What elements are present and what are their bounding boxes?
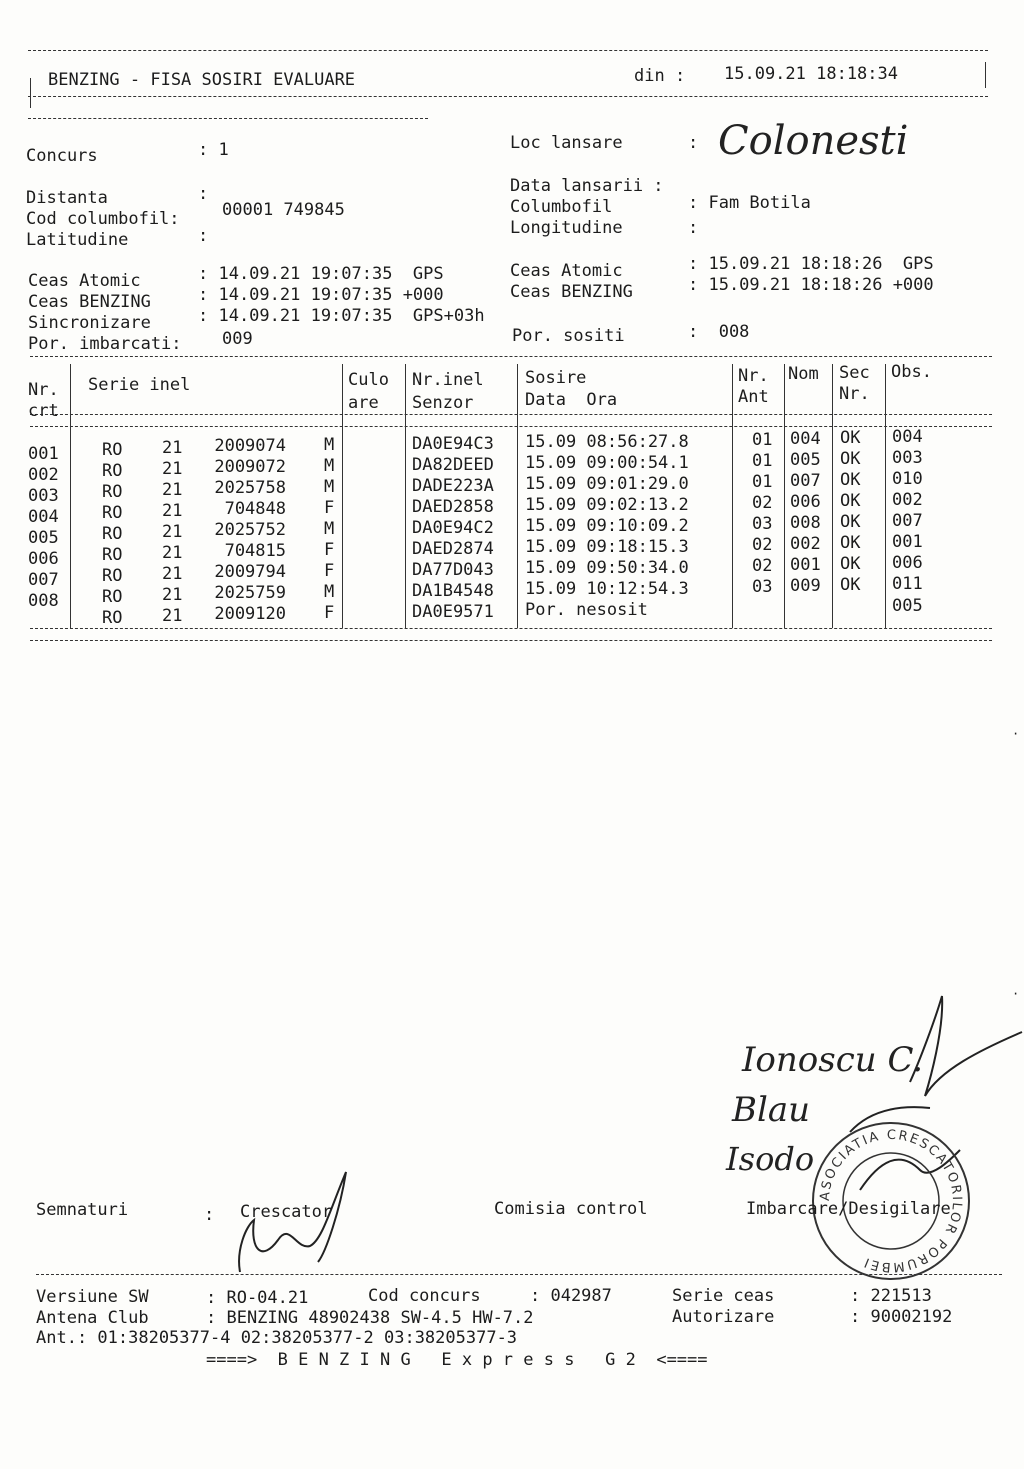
header-data-ora: Data Ora xyxy=(525,390,618,410)
row-8-senzor: DA1B4548 xyxy=(412,581,494,601)
handwritten-name-2: Blau xyxy=(732,1090,811,1130)
row-6-ant: 02 xyxy=(752,535,773,555)
row-5-senzor: DA0E94C2 xyxy=(412,518,494,538)
row-1-nr: 2009074 xyxy=(214,436,286,456)
report-date: 15.09.21 18:18:34 xyxy=(724,64,898,84)
row-5-crt: 005 xyxy=(28,528,59,548)
crescator-signature-mark xyxy=(239,1172,346,1272)
row-1-sosire: 15.09 08:56:27.8 xyxy=(525,432,689,452)
row-9-senzor: DA0E9571 xyxy=(412,602,494,622)
row-3-obs: 010 xyxy=(892,469,923,489)
row-5-an: 21 xyxy=(162,522,183,542)
handwritten-name-3: Isodo xyxy=(726,1140,815,1178)
header-sec-nr: Nr. xyxy=(839,384,870,404)
footer-rule xyxy=(36,1274,1002,1275)
row-1-tara: RO xyxy=(102,440,123,460)
row-1-sec: OK xyxy=(840,428,861,448)
row-7-sec: OK xyxy=(840,554,861,574)
row-5-tara: RO xyxy=(102,524,123,544)
header-sosire: Sosire xyxy=(525,368,587,388)
row-4-crt: 004 xyxy=(28,507,59,527)
row-2-sec: OK xyxy=(840,449,861,469)
signatures-colon: : xyxy=(204,1205,215,1225)
row-6-sec: OK xyxy=(840,533,861,553)
row-7-an: 21 xyxy=(162,564,183,584)
row-6-obs: 001 xyxy=(892,532,923,552)
autorizare-label: Autorizare xyxy=(672,1307,775,1327)
concurs-label: Concurs xyxy=(26,146,98,166)
imbarcati-value: 009 xyxy=(222,329,253,349)
cod-columbofil-label: Cod columbofil: xyxy=(26,209,180,229)
row-7-obs: 006 xyxy=(892,553,923,573)
longitudine-label: Longitudine xyxy=(510,218,623,238)
row-1-crt: 001 xyxy=(28,444,59,464)
concurs-value: : 1 xyxy=(198,140,229,160)
row-3-sosire: 15.09 09:01:29.0 xyxy=(525,474,689,494)
row-1-sex: M xyxy=(324,435,335,455)
row-2-sex: M xyxy=(324,456,335,476)
col-divider-nom xyxy=(832,364,833,628)
header-rule-top xyxy=(28,50,988,51)
row-9-sex: F xyxy=(324,603,335,623)
row-7-sosire: 15.09 09:50:34.0 xyxy=(525,558,689,578)
row-9-nr: 2009120 xyxy=(214,604,286,624)
row-4-an: 21 xyxy=(162,501,183,521)
row-4-obs: 002 xyxy=(892,490,923,510)
imbarcati-label: Por. imbarcati: xyxy=(28,334,182,354)
table-rule-bottom xyxy=(30,640,992,641)
row-6-crt: 006 xyxy=(28,549,59,569)
columbofil-label: Columbofil xyxy=(510,197,613,217)
row-2-senzor: DA82DEED xyxy=(412,455,494,475)
row-8-nom: 009 xyxy=(790,576,821,596)
header-nr-ant: Nr. xyxy=(738,366,769,386)
row-2-nom: 005 xyxy=(790,450,821,470)
table-rule-header xyxy=(30,414,992,415)
row-4-nom: 006 xyxy=(790,492,821,512)
row-3-ant: 01 xyxy=(752,472,773,492)
document-title: BENZING - FISA SOSIRI EVALUARE xyxy=(48,70,356,90)
start-benzing-value: : 14.09.21 19:07:35 +000 xyxy=(198,285,444,305)
row-7-senzor: DA77D043 xyxy=(412,560,494,580)
header-sec: Sec xyxy=(839,363,870,383)
header-rule-bottom xyxy=(28,118,428,119)
header-are: are xyxy=(348,393,379,413)
antena-value: : BENZING 48902438 SW-4.5 HW-7.2 xyxy=(206,1308,534,1328)
row-4-ant: 02 xyxy=(752,493,773,513)
row-8-ant: 03 xyxy=(752,577,773,597)
row-8-sex: M xyxy=(324,582,335,602)
margin-mark-2: · xyxy=(1012,987,1020,1001)
row-4-sex: F xyxy=(324,498,335,518)
header-culo: Culo xyxy=(348,370,389,390)
row-9-obs: 005 xyxy=(892,596,923,616)
header-nr-inel: Nr.inel xyxy=(412,370,484,390)
row-3-tara: RO xyxy=(102,482,123,502)
header-nr: Nr. xyxy=(28,380,59,400)
row-3-sec: OK xyxy=(840,470,861,490)
row-7-tara: RO xyxy=(102,566,123,586)
header-crt: crt xyxy=(28,401,59,421)
row-1-obs: 004 xyxy=(892,427,923,447)
header-obs: Obs. xyxy=(891,362,932,382)
row-3-an: 21 xyxy=(162,480,183,500)
row-4-tara: RO xyxy=(102,503,123,523)
row-5-obs: 007 xyxy=(892,511,923,531)
sync-value: : 14.09.21 19:07:35 GPS+03h xyxy=(198,306,485,326)
row-8-sosire: 15.09 10:12:54.3 xyxy=(525,579,689,599)
antena-label: Antena Club xyxy=(36,1308,149,1328)
loc-lansare-value: Colonesti xyxy=(718,118,909,164)
header-right-border xyxy=(985,62,986,88)
antennas-line: Ant.: 01:38205377-4 02:38205377-2 03:38205377-3 xyxy=(36,1328,518,1348)
row-6-tara: RO xyxy=(102,545,123,565)
row-2-an: 21 xyxy=(162,459,183,479)
col-divider-sosire xyxy=(732,364,733,628)
header-left-border xyxy=(30,78,31,108)
sync-label: Sincronizare xyxy=(28,313,151,333)
row-2-crt: 002 xyxy=(28,465,59,485)
cod-concurs-value: : 042987 xyxy=(530,1286,612,1306)
table-rule-top xyxy=(30,356,992,357)
row-5-nom: 008 xyxy=(790,513,821,533)
row-8-sec: OK xyxy=(840,575,861,595)
sositi-value: : 008 xyxy=(688,322,750,342)
row-5-sex: M xyxy=(324,519,335,539)
row-5-sosire: 15.09 09:10:09.2 xyxy=(525,516,689,536)
start-atomic-value: : 14.09.21 19:07:35 GPS xyxy=(198,264,444,284)
end-atomic-label: Ceas Atomic xyxy=(510,261,623,281)
signature-1-mark xyxy=(910,996,1022,1096)
col-divider-crt xyxy=(70,364,71,628)
row-6-senzor: DAED2874 xyxy=(412,539,494,559)
row-1-an: 21 xyxy=(162,438,183,458)
header-senzor: Senzor xyxy=(412,393,474,413)
header-rule-middle xyxy=(28,96,988,97)
row-3-crt: 003 xyxy=(28,486,59,506)
row-1-senzor: DA0E94C3 xyxy=(412,434,494,454)
row-4-sosire: 15.09 09:02:13.2 xyxy=(525,495,689,515)
row-3-nom: 007 xyxy=(790,471,821,491)
serie-ceas-value: : 221513 xyxy=(850,1286,932,1306)
end-atomic-value: : 15.09.21 18:18:26 GPS xyxy=(688,254,934,274)
row-5-ant: 03 xyxy=(752,514,773,534)
row-7-nr: 2009794 xyxy=(214,562,286,582)
row-4-sec: OK xyxy=(840,491,861,511)
start-atomic-label: Ceas Atomic xyxy=(28,271,141,291)
margin-mark-1: · xyxy=(1012,727,1020,741)
cod-columbofil-value: 00001 749845 xyxy=(222,200,345,220)
row-6-nr: 704815 xyxy=(224,541,286,561)
autorizare-value: : 90002192 xyxy=(850,1307,953,1327)
brand-line: ====> B E N Z I N G E x p r e s s G 2 <==== xyxy=(206,1350,708,1370)
longitudine-colon: : xyxy=(688,218,699,238)
handwritten-name-1: Ionoscu C. xyxy=(742,1040,924,1080)
loc-lansare-label: Loc lansare xyxy=(510,133,623,153)
end-benzing-value: : 15.09.21 18:18:26 +000 xyxy=(688,275,934,295)
col-divider-serie xyxy=(342,364,343,628)
header-ant: Ant xyxy=(738,387,769,407)
row-8-crt: 008 xyxy=(28,591,59,611)
row-6-an: 21 xyxy=(162,543,183,563)
row-4-nr: 704848 xyxy=(224,499,286,519)
distanta-label: Distanta xyxy=(26,188,108,208)
serie-ceas-label: Serie ceas xyxy=(672,1286,775,1306)
start-benzing-label: Ceas BENZING xyxy=(28,292,151,312)
row-2-nr: 2009072 xyxy=(214,457,286,477)
versiune-label: Versiune SW xyxy=(36,1287,149,1307)
col-divider-senzor xyxy=(517,364,518,628)
data-lansarii-label: Data lansarii : xyxy=(510,176,664,196)
versiune-value: : RO-04.21 xyxy=(206,1288,309,1308)
row-2-ant: 01 xyxy=(752,451,773,471)
row-1-nom: 004 xyxy=(790,429,821,449)
latitudine-label: Latitudine xyxy=(26,230,129,250)
row-5-nr: 2025752 xyxy=(214,520,286,540)
row-5-sec: OK xyxy=(840,512,861,532)
end-benzing-label: Ceas BENZING xyxy=(510,282,633,302)
row-2-obs: 003 xyxy=(892,448,923,468)
row-9-sosire: Por. nesosit xyxy=(525,600,648,620)
comisia-control-label: Comisia control xyxy=(494,1199,648,1219)
stamp-text: ASOCIATIA CRESCATORILOR PORUMBEI xyxy=(817,1127,965,1275)
row-2-sosire: 15.09 09:00:54.1 xyxy=(525,453,689,473)
row-3-nr: 2025758 xyxy=(214,478,286,498)
row-7-crt: 007 xyxy=(28,570,59,590)
row-6-sosire: 15.09 09:18:15.3 xyxy=(525,537,689,557)
table-rule-inner xyxy=(30,426,992,427)
crescator-label: Crescator xyxy=(240,1202,333,1222)
row-7-sex: F xyxy=(324,561,335,581)
row-2-tara: RO xyxy=(102,461,123,481)
row-6-nom: 002 xyxy=(790,534,821,554)
loc-lansare-colon: : xyxy=(688,133,699,153)
row-9-an: 21 xyxy=(162,606,183,626)
row-8-tara: RO xyxy=(102,587,123,607)
header-serie-inel: Serie inel xyxy=(88,375,191,395)
row-8-obs: 011 xyxy=(892,574,923,594)
col-divider-ant xyxy=(784,364,785,628)
row-6-sex: F xyxy=(324,540,335,560)
row-3-sex: M xyxy=(324,477,335,497)
col-divider-culoare xyxy=(405,364,406,628)
header-nom: Nom xyxy=(788,364,819,384)
latitudine-colon: : xyxy=(198,226,209,246)
imbarcare-label: Imbarcare/Desigilare xyxy=(746,1199,951,1219)
sositi-label: Por. sositi xyxy=(512,326,625,346)
table-rule-end xyxy=(30,628,992,629)
row-1-ant: 01 xyxy=(752,430,773,450)
date-label: din : xyxy=(634,66,686,86)
signatures-label: Semnaturi xyxy=(36,1200,129,1220)
distanta-colon: : xyxy=(198,184,209,204)
row-8-nr: 2025759 xyxy=(214,583,286,603)
row-9-tara: RO xyxy=(102,608,123,628)
row-4-senzor: DAED2858 xyxy=(412,497,494,517)
cod-concurs-label: Cod concurs xyxy=(368,1286,481,1306)
row-8-an: 21 xyxy=(162,585,183,605)
col-divider-sec xyxy=(885,364,886,628)
columbofil-value: : Fam Botila xyxy=(688,193,811,213)
row-3-senzor: DADE223A xyxy=(412,476,494,496)
row-7-ant: 02 xyxy=(752,556,773,576)
row-7-nom: 001 xyxy=(790,555,821,575)
